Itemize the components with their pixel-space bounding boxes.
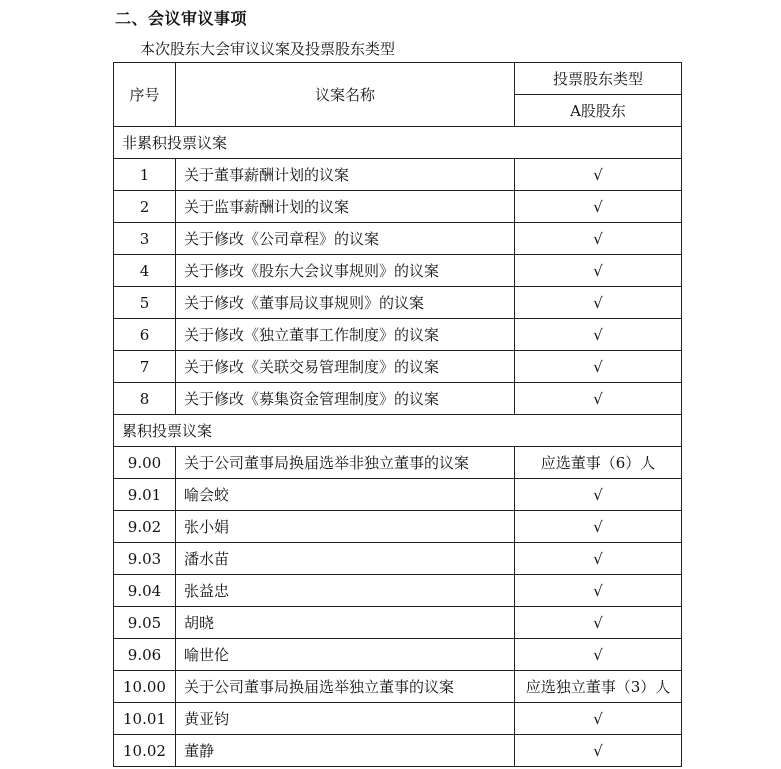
row-number: 3 — [114, 223, 176, 255]
table-row — [114, 287, 682, 319]
row-proposal-name: 张益忠 — [176, 575, 515, 607]
table-row — [114, 703, 682, 735]
row-vote-mark: √ — [515, 159, 682, 191]
table-row — [114, 223, 682, 255]
row-number: 1 — [114, 159, 176, 191]
header-shareholder-class: A股股东 — [515, 95, 682, 127]
row-proposal-name: 关于修改《关联交易管理制度》的议案 — [176, 351, 515, 383]
row-number: 10.00 — [114, 671, 176, 703]
group-row — [114, 127, 682, 159]
row-number: 5 — [114, 287, 176, 319]
table-row — [114, 191, 682, 223]
row-proposal-name: 董静 — [176, 735, 515, 767]
row-number: 10.01 — [114, 703, 176, 735]
row-vote-mark: √ — [515, 607, 682, 639]
header-vote-type: 投票股东类型 — [515, 63, 682, 95]
row-number: 9.01 — [114, 479, 176, 511]
row-number: 8 — [114, 383, 176, 415]
row-number: 9.02 — [114, 511, 176, 543]
row-proposal-name: 胡晓 — [176, 607, 515, 639]
row-vote-mark: √ — [515, 255, 682, 287]
row-vote-mark: 应选董事（6）人 — [515, 447, 682, 479]
table-row — [114, 479, 682, 511]
row-proposal-name: 黄亚钧 — [176, 703, 515, 735]
table-row — [114, 511, 682, 543]
table-row — [114, 255, 682, 287]
row-vote-mark: √ — [515, 543, 682, 575]
table-row — [114, 671, 682, 703]
row-vote-mark: √ — [515, 191, 682, 223]
table-row — [114, 447, 682, 479]
header-seq: 序号 — [114, 63, 176, 127]
section-title: 二、会议审议事项 — [115, 9, 248, 28]
table-header-row — [114, 63, 682, 95]
row-vote-mark: √ — [515, 383, 682, 415]
row-number: 2 — [114, 191, 176, 223]
row-number: 9.04 — [114, 575, 176, 607]
row-proposal-name: 关于公司董事局换届选举独立董事的议案 — [176, 671, 515, 703]
row-number: 9.05 — [114, 607, 176, 639]
table-row — [114, 607, 682, 639]
table-row — [114, 543, 682, 575]
row-proposal-name: 关于修改《公司章程》的议案 — [176, 223, 515, 255]
row-vote-mark: √ — [515, 511, 682, 543]
row-vote-mark: 应选独立董事（3）人 — [515, 671, 682, 703]
table-row — [114, 159, 682, 191]
row-number: 6 — [114, 319, 176, 351]
row-vote-mark: √ — [515, 287, 682, 319]
row-proposal-name: 喻会蛟 — [176, 479, 515, 511]
row-number: 9.06 — [114, 639, 176, 671]
row-proposal-name: 关于修改《募集资金管理制度》的议案 — [176, 383, 515, 415]
row-number: 4 — [114, 255, 176, 287]
row-proposal-name: 关于修改《独立董事工作制度》的议案 — [176, 319, 515, 351]
row-proposal-name: 张小娟 — [176, 511, 515, 543]
table-row — [114, 351, 682, 383]
header-name: 议案名称 — [176, 63, 515, 127]
row-vote-mark: √ — [515, 639, 682, 671]
table-row — [114, 319, 682, 351]
group-label: 非累积投票议案 — [114, 127, 682, 159]
table-row — [114, 383, 682, 415]
row-vote-mark: √ — [515, 735, 682, 767]
table-row — [114, 575, 682, 607]
table-row — [114, 639, 682, 671]
row-number: 7 — [114, 351, 176, 383]
row-vote-mark: √ — [515, 575, 682, 607]
agenda-table — [113, 62, 682, 767]
row-vote-mark: √ — [515, 703, 682, 735]
row-number: 9.00 — [114, 447, 176, 479]
row-proposal-name: 关于董事薪酬计划的议案 — [176, 159, 515, 191]
row-proposal-name: 喻世伦 — [176, 639, 515, 671]
table-caption: 本次股东大会审议议案及投票股东类型 — [140, 40, 396, 58]
row-proposal-name: 潘水苗 — [176, 543, 515, 575]
row-vote-mark: √ — [515, 351, 682, 383]
row-vote-mark: √ — [515, 319, 682, 351]
row-vote-mark: √ — [515, 479, 682, 511]
row-proposal-name: 关于监事薪酬计划的议案 — [176, 191, 515, 223]
row-proposal-name: 关于修改《股东大会议事规则》的议案 — [176, 255, 515, 287]
group-row — [114, 415, 682, 447]
row-proposal-name: 关于公司董事局换届选举非独立董事的议案 — [176, 447, 515, 479]
row-number: 9.03 — [114, 543, 176, 575]
row-proposal-name: 关于修改《董事局议事规则》的议案 — [176, 287, 515, 319]
row-number: 10.02 — [114, 735, 176, 767]
group-label: 累积投票议案 — [114, 415, 682, 447]
row-vote-mark: √ — [515, 223, 682, 255]
table-row — [114, 735, 682, 767]
